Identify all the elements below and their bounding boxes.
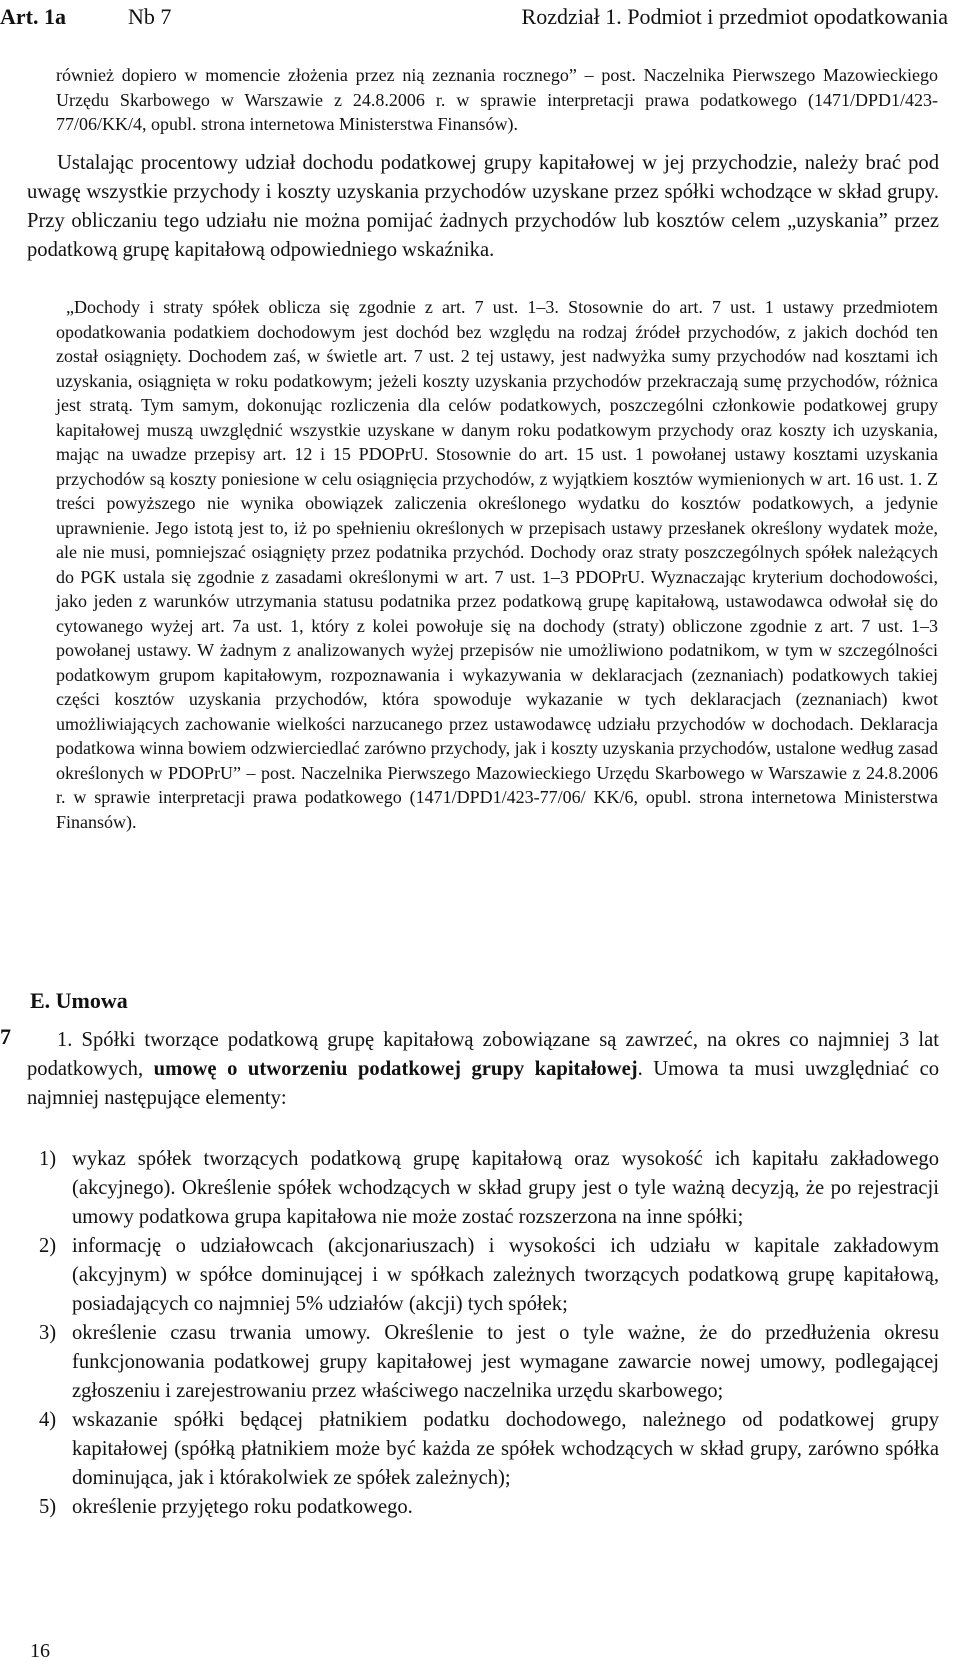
list-item-number: 1) bbox=[39, 1148, 57, 1170]
list-item-number: 2) bbox=[39, 1235, 57, 1257]
section-intro bbox=[27, 1026, 939, 1113]
list-item bbox=[27, 1493, 939, 1522]
main-paragraph bbox=[27, 149, 939, 265]
intro-before: 1. Spółki tworzące podatkową grupę kapitałową zobowiązane są zawrzeć, na okres co najmniej 3 lat podatkowych, bbox=[27, 1029, 939, 1080]
quote-continuation-text: również dopiero w momencie złożenia przez nią zeznania rocznego” – post. Naczelnika Pierwszego Mazowieckiego Urzędu Skarbowego w Warszawie z 24.8.2006 r. w sprawie interpretacji prawa podatkowego (1471/DPD1/423-77/06/KK/4, opubl. strona internetowa Ministerstwa Finansów). bbox=[56, 65, 938, 134]
list-item-number: 5) bbox=[39, 1496, 57, 1518]
list-item-number: 3) bbox=[39, 1322, 57, 1344]
running-header bbox=[0, 2, 948, 32]
section-heading: E. Umowa bbox=[30, 988, 128, 1013]
list-item-text: informację o udziałowcach (akcjonariuszach) i wysokości ich udziału w kapitale zakładowym (akcyjnym) w spółce dominującej i w spółkach zależnych tworzących podatkową grupę kapitałową, posiadających co najmniej 5% udziałów (akcji) tych spółek; bbox=[72, 1235, 939, 1315]
list-item-text: wykaz spółek tworzących podatkową grupę kapitałową oraz wysokość ich kapitału zakładowego (akcyjnego). Określenie spółek wchodzących w skład grupy jest o tyle ważną decyzją, że po rejestracji umowy podatkowa grupa kapitałowa nie może zostać rozszerzona na inne spółki; bbox=[72, 1148, 939, 1228]
main-paragraph-text: Ustalając procentowy udział dochodu podatkowej grupy kapitałowej w jej przychodzie, należy brać pod uwagę wszystkie przychody i koszty uzyskania przychodów uzyskane przez spółki wchodzące w skład grupy. Przy obliczaniu tego udziału nie można pomijać żadnych przychodów lub kosztów celem „uzyskania” przez podatkową grupę kapitałową odpowiedniego wskaźnika. bbox=[27, 152, 939, 261]
list-item bbox=[27, 1145, 939, 1232]
header-nb: Nb 7 bbox=[128, 4, 172, 29]
section-intro-text bbox=[27, 1026, 939, 1113]
intro-bold: umowę o utworzeniu podatkowej grupy kapitałowej bbox=[153, 1058, 638, 1080]
margin-number: 7 bbox=[0, 1024, 11, 1049]
list-item-number: 4) bbox=[39, 1409, 57, 1431]
list-item bbox=[27, 1406, 939, 1493]
header-article: Art. 1a bbox=[0, 4, 66, 29]
list-item-text: określenie czasu trwania umowy. Określenie to jest o tyle ważne, że do przedłużenia okresu funkcjonowania podatkowej grupy kapitałowej jest wymagane zawarcie nowej umowy, podlegającej zgłoszeniu i zarejestrowaniu przez właściwego naczelnika urzędu skarbowego; bbox=[72, 1322, 939, 1402]
contract-elements-list bbox=[27, 1145, 939, 1522]
quote-block bbox=[56, 295, 938, 834]
quote-continuation bbox=[56, 63, 938, 137]
header-chapter: Rozdział 1. Podmiot i przedmiot opodatkowania bbox=[521, 4, 948, 29]
page-number: 16 bbox=[30, 1640, 50, 1662]
list-item-text: wskazanie spółki będącej płatnikiem podatku dochodowego, należnego od podatkowej grupy kapitałowej (spółką płatnikiem może być każda ze spółek wchodzących w skład grupy, zarówno spółka dominująca, jak i którakolwiek ze spółek zależnych); bbox=[72, 1409, 939, 1489]
list-item bbox=[27, 1319, 939, 1406]
intro-after: . Umowa ta musi uwzględniać co najmniej następujące elementy: bbox=[27, 1058, 940, 1109]
list-item-text: określenie przyjętego roku podatkowego. bbox=[72, 1496, 413, 1518]
quote-block-text: „Dochody i straty spółek oblicza się zgodnie z art. 7 ust. 1–3. Stosownie do art. 7 ust. 1 ustawy przedmiotem opodatkowania podatkiem dochodowym jest dochód bez względu na rodzaj źródeł przychodów, z jakich dochód ten został osiągnięty. Dochodem zaś, w świetle art. 7 ust. 2 tej ustawy, jest nadwyżka sumy przychodów nad kosztami ich uzyskania, osiągnięta w roku podatkowym; jeżeli koszty uzyskania przychodów przekraczają sumę przychodów, różnica jest stratą. Tym samym, dokonując rozliczenia dla celów podatkowych, poszczególni członkowie podatkowej grupy kapitałowej muszą uwzględnić wszystkie uzyskane w danym roku podatkowym przychody oraz koszty ich uzyskania, mając na uwadze przepisy art. 12 i 15 PDOPrU. Stosownie do art. 15 ust. 1 powołanej ustawy kosztami uzyskania przychodów są koszty poniesione w celu osiągnięcia przychodów, z wyjątkiem kosztów wymienionych w art. 16 ust. 1. Z treści powyższego nie wynika obowiązek zaliczenia określonego wydatku do kosztów podatkowych, a jedynie uprawnienie. Jego istotą jest to, iż po spełnieniu określonych w przepisach ustawy przesłanek określony wydatek może, ale nie musi, pomniejszać osiągnięty przez podatnika przychód. Dochody oraz straty poszczególnych spółek należących do PGK ustala się zgodnie z zasadami określonymi w art. 7 ust. 1–3 PDOPrU. Wyznaczając kryterium dochodowości, jako jeden z warunków utrzymania statusu podatnika przez podatkową grupę kapitałową, ustawodawca odwołał się do cytowanego wyżej art. 7a ust. 1, który z kolei powołuje się na dochody (straty) obliczone zgodnie z art. 7 ust. 1–3 powołanej ustawy. W żadnym z analizowanych wyżej przepisów nie umożliwiono podatnikom, w tym w szczególności podatkowym grupom kapitałowym, rozpoznawania i wykazywania w deklaracjach (zeznaniach) podatkowych takiej części kosztów uzyskania przychodów, która spowoduje wykazanie w tych deklaracjach (zeznaniach) kwot umożliwiających zachowanie wielkości narzucanego przez ustawodawcę udziału przychodów w dochodach. Deklaracja podatkowa winna bowiem odzwierciedlać zarówno przychody, jak i koszty uzyskania przychodów, ustalone według zasad określonych w PDOPrU” – post. Naczelnika Pierwszego Mazowieckiego Urzędu Skarbowego w Warszawie z 24.8.2006 r. w sprawie interpretacji prawa podatkowego (1471/DPD1/423-77/06/ KK/6, opubl. strona internetowa Ministerstwa Finansów). bbox=[56, 297, 938, 832]
list-item bbox=[27, 1232, 939, 1319]
